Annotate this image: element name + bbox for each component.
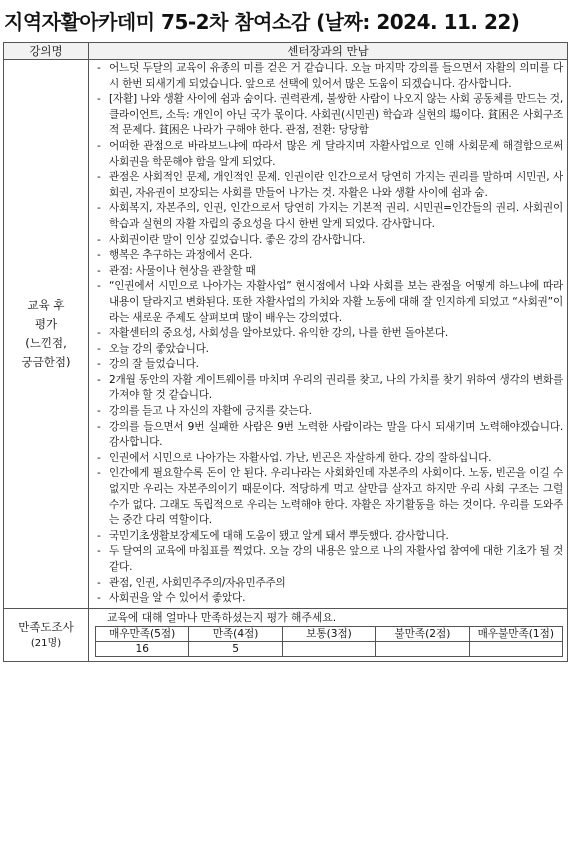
rating-header: 만족(4점) <box>189 626 282 641</box>
feedback-item: - 어느덧 두달의 교육이 유종의 미를 걷은 거 같습니다. 오늘 마지막 강의를 들으면서 자활의 의미를 다시 한번 되새기게 되었습니다. 앞으로 선택에 있어서 많은 도움이 되겠습니다. 감사합니다. <box>95 61 563 92</box>
feedback-item: - 관점: 사물이나 현상을 관찰할 때 <box>95 264 563 280</box>
satisfaction-content <box>89 608 568 661</box>
lecture-title-cell: 센터장과의 만남 <box>89 43 568 60</box>
lecture-name-header: 강의명 <box>4 43 89 60</box>
feedback-item: - 행복은 추구하는 과정에서 온다. <box>95 248 563 264</box>
feedback-list <box>95 61 563 607</box>
feedback-item: - 두 달여의 교육에 마침표를 찍었다. 오늘 강의 내용은 앞으로 나의 자활사업 참여에 대한 기초가 될 것 같다. <box>95 544 563 575</box>
evaluation-table <box>3 42 568 662</box>
satisfaction-label-cell <box>4 608 89 661</box>
rating-count <box>469 641 562 656</box>
feedback-item: - 강의를 들으면서 9번 실패한 사람은 9번 노력한 사람이라는 말을 다시 되새기며 노력해야겠습니다. 감사합니다. <box>95 420 563 451</box>
feedback-label-line3: (느낀점, <box>25 335 67 350</box>
satisfaction-question: 교육에 대해 얼마나 만족하셨는지 평가 해주세요. <box>107 610 337 624</box>
feedback-item: - “인권에서 시민으로 나아가는 자활사업” 현시점에서 나와 사회를 보는 관점을 어떻게 하느냐에 따라 내용이 달라지고 변화된다. 또한 자활사업의 가치와 자활 노동에 대해 잘 인지하게 되었고 “사회권”이라는 새로운 주제도 살펴보며 많이 배우는 강의였다. <box>95 279 563 326</box>
feedback-item: - [자활] 나와 생활 사이에 쉼과 숨이다. 권력관계, 불쌍한 사람이 나오지 않는 사회 공동체를 만드는 것, 클라이언트, 소득: 개인이 아닌 국가 몫이다. 사회권(시민권) 학습과 실현의 場이다. 貧困은 사회구조적 문제다. 貧困은 나라가 구해야 한다. 관점, 전환: 당당함 <box>95 92 563 139</box>
rating-header: 보통(3점) <box>282 626 375 641</box>
feedback-label-line4: 궁금한점) <box>21 354 71 369</box>
feedback-item: - 강의를 듣고 나 자신의 자활에 긍지를 갖는다. <box>95 404 563 420</box>
feedback-item: - 관점, 인권, 사회민주주의/자유민주주의 <box>95 576 563 592</box>
feedback-label-line1: 교육 후 <box>27 297 65 312</box>
satisfaction-value-row <box>96 641 563 656</box>
feedback-item: - 자활센터의 중요성, 사회성을 알아보았다. 유익한 강의, 나를 한번 돌아본다. <box>95 326 563 342</box>
feedback-item: - 인권에서 시민으로 나아가는 자활사업. 가난, 빈곤은 자살하게 한다. 강의 잘하십니다. <box>95 451 563 467</box>
feedback-content <box>89 60 568 609</box>
rating-count: 16 <box>96 641 189 656</box>
header-row <box>4 43 568 60</box>
page-title: 지역자활아카데미 75-2차 참여소감 (날짜: 2024. 11. 22) <box>4 10 520 34</box>
satisfaction-table <box>95 626 563 657</box>
satisfaction-row <box>4 608 568 661</box>
feedback-item: - 사회복지, 자본주의, 인권, 인간으로서 당연히 가지는 기본적 권리. 시민권=인간들의 권리. 사회권이 학습과 실현의 자활 자립의 중요성을 다시 한번 알게 되었다. 감사합니다. <box>95 201 563 232</box>
feedback-item: - 국민기초생활보장제도에 대해 도움이 됐고 알게 돼서 뿌듯했다. 감사합니다. <box>95 529 563 545</box>
respondent-count: (21명) <box>30 637 62 649</box>
feedback-label-line2: 평가 <box>34 316 58 331</box>
feedback-item: - 인간에게 필요할수록 돈이 안 된다. 우리나라는 사회화인데 자본주의 사회이다. 노동, 빈곤을 이길 수 없지만 우리는 자본주의이기 때문이다. 적당하게 먹고 살만큼 살자고 하지만 우리 사회 구조는 그럴 수가 없다. 그래도 독립적으로 우리는 노력해야 한다. 자활은 자기활동을 하는 것이다. 우리를 도와주는 중간 다리 역할이다. <box>95 466 563 528</box>
rating-header: 매우불만족(1점) <box>469 626 562 641</box>
feedback-item: - 사회권이란 말이 인상 깊었습니다. 좋은 강의 감사합니다. <box>95 233 563 249</box>
satisfaction-header-row <box>96 626 563 641</box>
rating-header: 매우만족(5점) <box>96 626 189 641</box>
satisfaction-label: 만족도조사 <box>18 619 74 634</box>
feedback-item: - 2개월 동안의 자활 게이트웨이를 마치며 우리의 권리를 찾고, 나의 가치를 찾기 위하여 생각의 변화를 가져야 할 것 같습니다. <box>95 373 563 404</box>
rating-count: 5 <box>189 641 282 656</box>
feedback-item: - 사회권을 알 수 있어서 좋았다. <box>95 591 563 607</box>
rating-count <box>282 641 375 656</box>
rating-header: 불만족(2점) <box>376 626 469 641</box>
feedback-row <box>4 60 568 609</box>
feedback-item: - 관점은 사회적인 문제, 개인적인 문제. 인권이란 인간으로서 당연히 가지는 권리를 말하며 시민권, 사회권, 자유권이 보장되는 사회를 만들어 나가는 것. 자활은 나와 생활 사이에 쉼과 숨. <box>95 170 563 201</box>
feedback-item: - 오늘 강의 좋았습니다. <box>95 342 563 358</box>
feedback-item: - 강의 잘 들었습니다. <box>95 357 563 373</box>
rating-count <box>376 641 469 656</box>
feedback-label <box>4 60 89 609</box>
feedback-item: - 어떠한 관점으로 바라보느냐에 따라서 많은 게 달라지며 자활사업으로 인해 사회문제 해결함으로써 사회권을 학문해야 함을 알게 되었다. <box>95 139 563 170</box>
